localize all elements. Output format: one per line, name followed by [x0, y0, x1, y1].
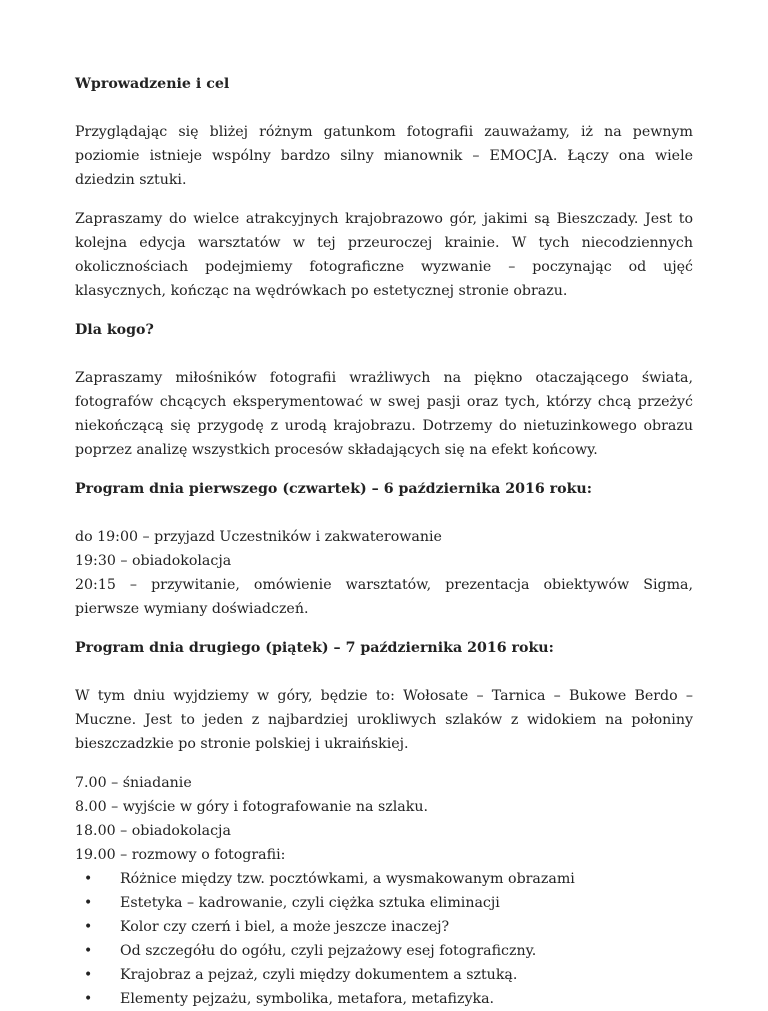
list-item — [75, 891, 693, 915]
day1-item: 19:30 – obiadokolacja — [75, 553, 232, 569]
day2-intro-paragraph: W tym dniu wyjdziemy w góry, będzie to: Wołosate – Tarnica – Bukowe Berdo – Muczne. Jest to jeden z najbardziej urokliwych szlaków z widokiem na połoniny bieszczadzkie po stronie polskiej i ukraińskiej. — [75, 688, 693, 752]
topic-text: Kolor czy czerń i biel, a może jeszcze inaczej? — [120, 919, 450, 935]
topic-text: Elementy pejzażu, symbolika, metafora, metafizyka. — [120, 991, 495, 1007]
topic-text: Różnice między tzw. pocztówkami, a wysmakowanym obrazami — [120, 871, 575, 887]
topic-text: Od szczegółu do ogółu, czyli pejzażowy esej fotograficzny. — [120, 943, 537, 959]
day2-item: 18.00 – obiadokolacja — [75, 823, 231, 839]
list-item — [75, 987, 693, 1011]
bullet-icon: • — [84, 967, 93, 983]
day1-schedule — [75, 525, 693, 621]
bullet-icon: • — [84, 871, 93, 887]
bullet-icon: • — [84, 895, 93, 911]
day1-item: do 19:00 – przyjazd Uczestników i zakwaterowanie — [75, 529, 442, 545]
day1-heading: Program dnia pierwszego (czwartek) – 6 października 2016 roku: — [75, 481, 592, 497]
day2-item: 7.00 – śniadanie — [75, 775, 192, 791]
day2-heading: Program dnia drugiego (piątek) – 7 października 2016 roku: — [75, 640, 554, 656]
list-item — [75, 867, 693, 891]
list-item — [75, 963, 693, 987]
audience-paragraph: Zapraszamy miłośników fotografii wrażliwych na piękno otaczającego świata, fotografów chcących eksperymentować w swej pasji oraz tych, którzy chcą przeżyć niekończącą się przygodę z urodą krajobrazu. Dotrzemy do nietuzinkowego obrazu poprzez analizę wszystkich procesów składających się na efekt końcowy. — [75, 370, 693, 458]
day2-item: 19.00 – rozmowy o fotografii: — [75, 847, 286, 863]
bullet-icon: • — [84, 991, 93, 1007]
day2-topics-list — [75, 867, 693, 1011]
bullet-icon: • — [84, 919, 93, 935]
list-item — [75, 939, 693, 963]
day2-schedule — [75, 771, 693, 867]
topic-text: Krajobraz a pejzaż, czyli między dokumentem a sztuką. — [120, 967, 518, 983]
list-item — [75, 915, 693, 939]
topic-text: Estetyka – kadrowanie, czyli ciężka sztuka eliminacji — [120, 895, 500, 911]
intro-paragraph-1: Przyglądając się bliżej różnym gatunkom fotografii zauważamy, iż na pewnym poziomie istnieje wspólny bardzo silny mianownik – EMOCJA. Łączy ona wiele dziedzin sztuki. — [75, 124, 693, 188]
day2-item: 8.00 – wyjście w góry i fotografowanie na szlaku. — [75, 799, 428, 815]
day1-item: 20:15 – przywitanie, omówienie warsztatów, prezentacja obiektywów Sigma, pierwsze wymiany doświadczeń. — [75, 577, 693, 617]
bullet-icon: • — [84, 943, 93, 959]
intro-heading: Wprowadzenie i cel — [75, 76, 230, 92]
document-page — [75, 72, 693, 1011]
audience-heading: Dla kogo? — [75, 322, 154, 338]
intro-paragraph-2: Zapraszamy do wielce atrakcyjnych krajobrazowo gór, jakimi są Bieszczady. Jest to kolejna edycja warsztatów w tej przeuroczej krainie. W tych niecodziennych okolicznościach podejmiemy fotograficzne wyzwanie – poczynając od ujęć klasycznych, kończąc na wędrówkach po estetycznej stronie obrazu. — [75, 211, 693, 299]
